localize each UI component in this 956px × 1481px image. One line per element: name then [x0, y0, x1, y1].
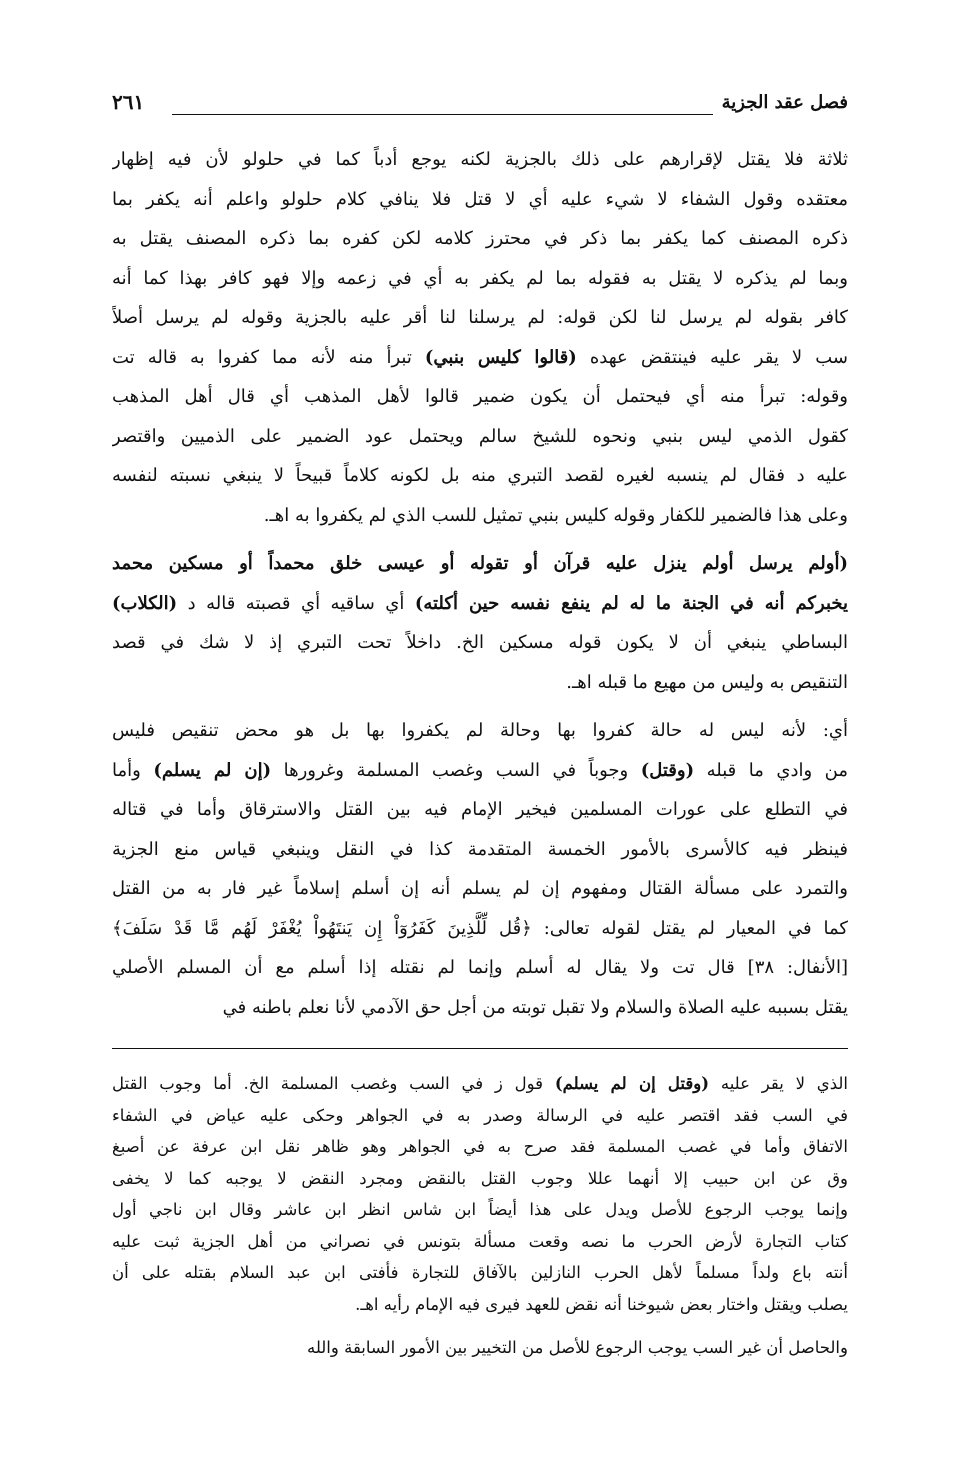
- main-line: [112, 869, 848, 909]
- text-segment: أنته باع ولداً مسلماً لأهل الحرب النازلين بالآفاق للتجارة فأفتى ابن عبد السلام بقتله على أن: [112, 1263, 848, 1282]
- text-segment: تبرأ منه لأنه مما كفروا به قاله تت: [112, 346, 425, 368]
- footnote-line: [112, 1257, 848, 1289]
- main-line: [112, 544, 848, 584]
- main-line: [112, 909, 848, 949]
- main-line: [112, 948, 848, 988]
- text-segment: كما في المعيار لم يقتل لقوله تعالى:: [531, 917, 848, 939]
- text-segment: كقول الذمي ليس بنبي ونحوه للشيخ سالم ويحتمل عود الضمير على الذميين واقتصر: [112, 425, 848, 447]
- paragraph-gap: [112, 702, 848, 711]
- text-segment: ثلاثة فلا يقتل لإقرارهم على ذلك بالجزية لكنه يوجع أدباً كما في حلولو لأن فيه إظهار: [112, 149, 848, 170]
- text-segment: في التطلع على عورات المسلمين فيخير الإمام فيه بين القتل والاسترقاق وأما في قتاله: [112, 799, 848, 820]
- footnote-line: [112, 1131, 848, 1163]
- main-line: [112, 790, 848, 830]
- text-segment: فينظر فيه كالأسرى بالأمور الخمسة المتقدمة كذا في النقل وينبغي قياس منع الجزية: [112, 838, 848, 860]
- footnote-line: [112, 1100, 848, 1132]
- text-segment: [الأنفال: ٣٨] قال تت ولا يقال له أسلم وإنما لم نقتله إذا أسلم مع أن المسلم الأصلي: [112, 957, 848, 978]
- text-segment: وعلى هذا فالضمير للكفار وقوله كليس بنبي تمثيل للسب الذي لم يكفروا به اهـ.: [263, 504, 848, 526]
- main-line: [112, 338, 848, 378]
- main-line: [112, 584, 848, 624]
- text-segment: في السب فقد اقتصر عليه في الرسالة وصدر به في الجواهر وحكى عليه عياض في الشفاء: [112, 1105, 848, 1125]
- text-segment: أي: لأنه ليس له حالة كفروا بها وحالة لم يكفروا بها بل هو محض تنقيص فليس: [112, 720, 848, 741]
- text-segment: كافر بقوله لم يرسل لنا لكن قوله: لم يرسلنا لنا أقر عليه بالجزية وقوله لم يرسل أصلاً: [112, 307, 848, 328]
- text-segment: معتقده وقول الشفاء لا شيء عليه أي لا قتل فلا ينافي كلام حلولو واعلم أنه يكفر بما: [112, 188, 848, 210]
- text-segment: وأما: [112, 759, 154, 781]
- main-line: [112, 298, 848, 338]
- text-segment: يصلب ويقتل واختار بعض شيوخنا أنه نقض للعهد فيرى فيه الإمام رأيه اهـ.: [355, 1294, 848, 1314]
- main-line: [112, 259, 848, 299]
- main-line: [112, 496, 848, 536]
- bold-quote: (أولم يرسل أولم ينزل عليه قرآن أو تقوله أو عيسى خلق محمداً أو مسكين محمد: [112, 553, 848, 574]
- footnote-line: [112, 1289, 848, 1321]
- main-line: [112, 417, 848, 457]
- main-line: [112, 219, 848, 259]
- footnote-line: [112, 1226, 848, 1258]
- text-segment: وقوله: تبرأ منه أي فيحتمل أن يكون ضمير قالوا لأهل المذهب أي قال أهل المذهب: [112, 386, 848, 407]
- bold-quote: يخبركم أنه في الجنة ما له لم ينفع نفسه حين أكلته): [414, 592, 848, 614]
- text-segment: يقتل بسببه عليه الصلاة والسلام ولا تقبل توبته من أجل حق الآدمي لأنا نعلم باطنه في: [222, 996, 848, 1018]
- main-line: [112, 663, 848, 703]
- text-segment: قول ز في السب وغصب المسلمة الخ. أما وجوب القتل: [112, 1074, 555, 1093]
- text-segment: البساطي ينبغي أن لا يكون قوله مسكين الخ. داخلاً تحت التبري إذ لا شك في قصد: [112, 632, 848, 653]
- bold-quote: (وقتل): [640, 759, 695, 781]
- main-text: [112, 140, 848, 1027]
- paragraph-gap: [112, 1320, 848, 1332]
- text-segment: والتمرد على مسألة القتال ومفهوم إن لم يسلم أنه إن أسلم إسلاماً غير فار به من القتل: [112, 878, 848, 899]
- main-line: [112, 180, 848, 220]
- footnote-line: [112, 1332, 848, 1364]
- text-segment: وق عن ابن حبيب إلا أنهما عللا وجوب القتل بالنقض ومجرد النقض لا يوجبه كما لا يخفى: [112, 1168, 848, 1188]
- bold-quote: (وقتل إن لم يسلم): [554, 1074, 710, 1093]
- main-line: [112, 988, 848, 1028]
- text-segment: كتاب التجارة لأرض الحرب ما نصه وقعت مسألة بتونس في نصراني من أهل الجزية ثبت عليه: [112, 1231, 848, 1251]
- footnote-separator: [112, 1048, 848, 1049]
- running-header: [112, 92, 848, 122]
- footnote-line: [112, 1194, 848, 1226]
- bold-quote: (إن لم يسلم): [153, 759, 272, 781]
- header-rule: [172, 114, 713, 115]
- bold-quote: (قالوا كليس بنبي): [424, 346, 577, 368]
- footnote-text: [112, 1068, 848, 1364]
- text-segment: أي ساقيه أي قصبته قاله د: [177, 592, 415, 614]
- main-line: [112, 830, 848, 870]
- text-segment: ﴿قُل لِّلَّذِينَ كَفَرُوٓاْ إِن يَنتَهُواْ يُغْفَرْ لَهُم مَّا قَدْ سَلَفَ﴾: [112, 917, 532, 939]
- text-segment: وإنما يوجب الرجوع للأصل ويدل على هذا أيضاً ابن شاس انظر ابن عاشر وقال ابن ناجي أول: [112, 1200, 848, 1219]
- main-line: [112, 751, 848, 791]
- main-line: [112, 377, 848, 417]
- text-segment: الذي لا يقر عليه: [709, 1074, 848, 1093]
- text-segment: الاتفاق وأما في غصب المسلمة فقد صرح به في الجواهر وهو ظاهر نقل ابن عرفة عن أصبغ: [112, 1137, 848, 1156]
- bold-quote: (الكلاب): [112, 592, 178, 614]
- chapter-title: فصل عقد الجزية: [721, 92, 848, 113]
- text-segment: التنقيص به وليس من مهيع ما قبله اهـ.: [566, 671, 848, 693]
- text-segment: والحاصل أن غير السب يوجب الرجوع للأصل من التخيير بين الأمور السابقة والله: [306, 1338, 848, 1357]
- text-segment: وبما لم يذكره لا يقتل به فقوله بما لم يكفر به أي في زعمه وإلا فهو كافر بهذا كما أنه: [112, 267, 848, 289]
- text-segment: عليه د فقال لم ينسبه لغيره لقصد التبري منه بل لكونه كلاماً قبيحاً لا ينبغي نسبته لنفسه: [112, 465, 848, 486]
- paragraph-gap: [112, 535, 848, 544]
- text-segment: وجوباً في السب وغصب المسلمة وغرورها: [271, 759, 641, 781]
- main-line: [112, 623, 848, 663]
- main-line: [112, 456, 848, 496]
- main-line: [112, 140, 848, 180]
- text-segment: سب لا يقر عليه فينتقض عهده: [576, 346, 848, 368]
- page-number: ٢٦١: [112, 90, 145, 114]
- main-line: [112, 711, 848, 751]
- text-segment: ذكره المصنف كما يكفر بما ذكر في محترز كلامه لكن كفره بما ذكره المصنف يقتل به: [112, 228, 848, 249]
- footnote-line: [112, 1068, 848, 1100]
- footnote-line: [112, 1163, 848, 1195]
- text-segment: من وادي ما قبله: [694, 759, 848, 781]
